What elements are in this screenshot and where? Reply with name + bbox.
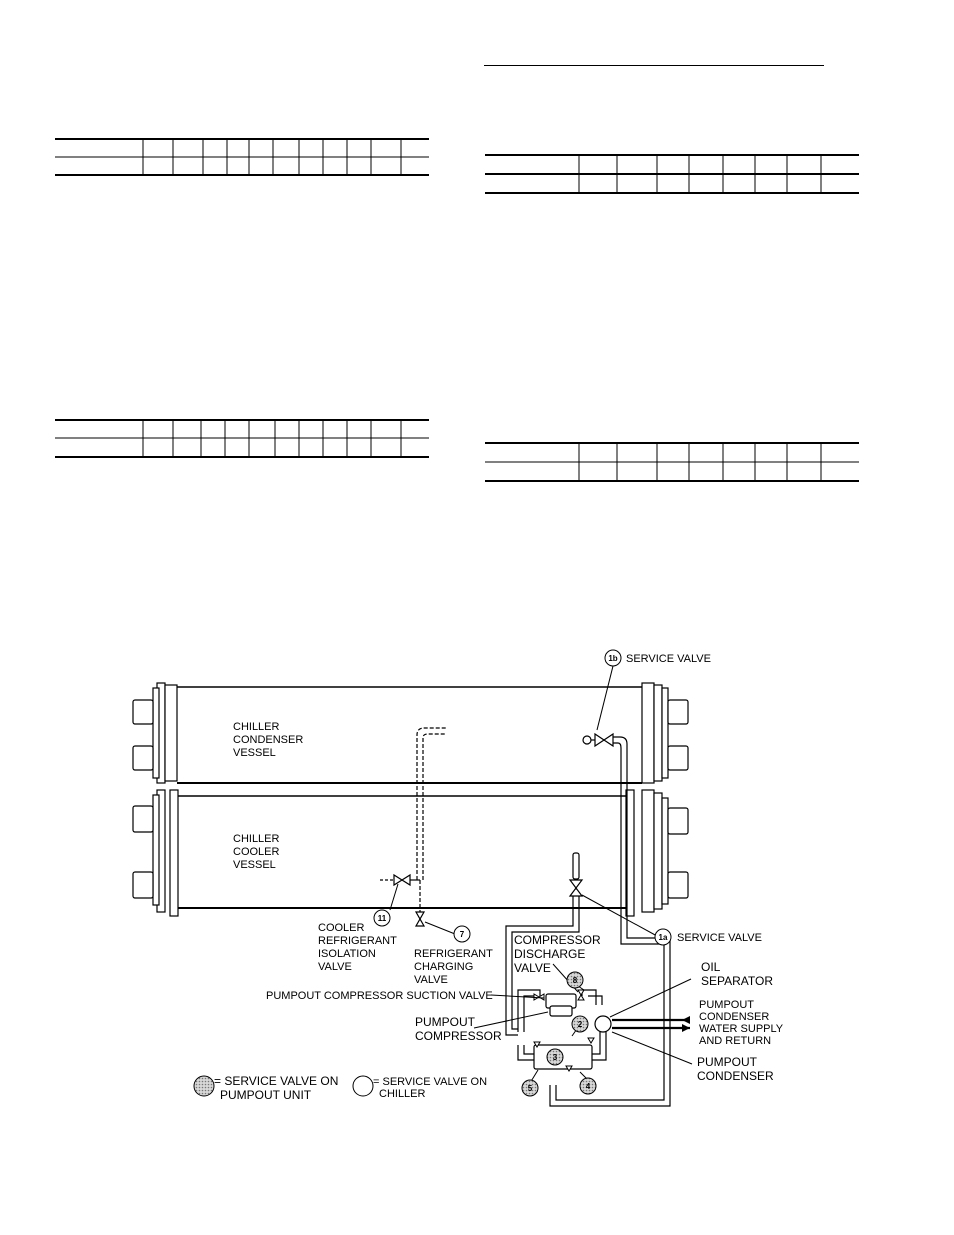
charging-line <box>417 728 446 912</box>
valve-5 <box>522 1080 538 1096</box>
svg-text:1a: 1a <box>658 933 668 942</box>
oil-separator <box>595 1016 611 1032</box>
cooler-isolation-valve-label: COOLER REFRIGERANT ISOLATION VALVE <box>318 922 397 973</box>
valve-8 <box>567 972 583 988</box>
svg-text:8: 8 <box>572 976 578 985</box>
valve-1b <box>605 650 621 666</box>
svg-text:1b: 1b <box>608 654 618 663</box>
svg-text:11: 11 <box>377 914 387 923</box>
charging-valve <box>416 912 424 926</box>
chiller-cooler-vessel <box>133 790 688 916</box>
valve-4 <box>580 1078 596 1094</box>
svg-text:2: 2 <box>577 1020 583 1029</box>
pumpout-compressor-label: PUMPOUT COMPRESSOR <box>415 1015 502 1043</box>
cooler-isolation-valve <box>380 875 420 885</box>
svg-text:7: 7 <box>459 930 465 939</box>
service-valve-1b-assembly <box>583 734 627 910</box>
oil-separator-label: OIL SEPARATOR <box>701 960 774 988</box>
svg-text:= SERVICE VALVE ON CHILL: = SERVICE VALVE ON CHILLER <box>373 1076 488 1100</box>
legend-pumpout-unit <box>194 1074 342 1102</box>
cooler-vessel-label: CHILLER COOLER VESSEL <box>233 833 280 871</box>
service-valve-1a-assembly <box>570 853 582 922</box>
condenser-vessel-label: CHILLER CONDENSER VESSEL <box>233 721 304 759</box>
valve-7 <box>454 926 470 942</box>
valve-3 <box>547 1049 563 1065</box>
valve-11 <box>374 910 390 926</box>
valve-2 <box>572 1016 588 1032</box>
service-valve-1a-label: SERVICE VALVE <box>677 932 762 944</box>
compressor-discharge-valve-label: COMPRESSOR DISCHARGE VALVE <box>514 933 601 975</box>
svg-text:4: 4 <box>585 1082 591 1091</box>
svg-text:3: 3 <box>552 1053 558 1062</box>
water-supply-label: PUMPOUT CONDENSER WATER SUPPLY AND RETURN <box>699 999 783 1047</box>
valve-1a <box>655 929 671 945</box>
legend-chiller <box>353 1076 490 1100</box>
pumpout-condenser-label: PUMPOUT CONDENSER <box>697 1055 774 1083</box>
charging-valve-label: REFRIGERANT CHARGING VALVE <box>414 948 493 986</box>
service-valve-1b-label: SERVICE VALVE <box>626 653 711 665</box>
svg-text:5: 5 <box>527 1084 533 1093</box>
suction-valve-label: PUMPOUT COMPRESSOR SUCTION VALVE <box>266 990 493 1002</box>
svg-text:= SERVICE VALVE ON PUMPO: = SERVICE VALVE ON PUMPOUT UNIT <box>214 1074 339 1102</box>
